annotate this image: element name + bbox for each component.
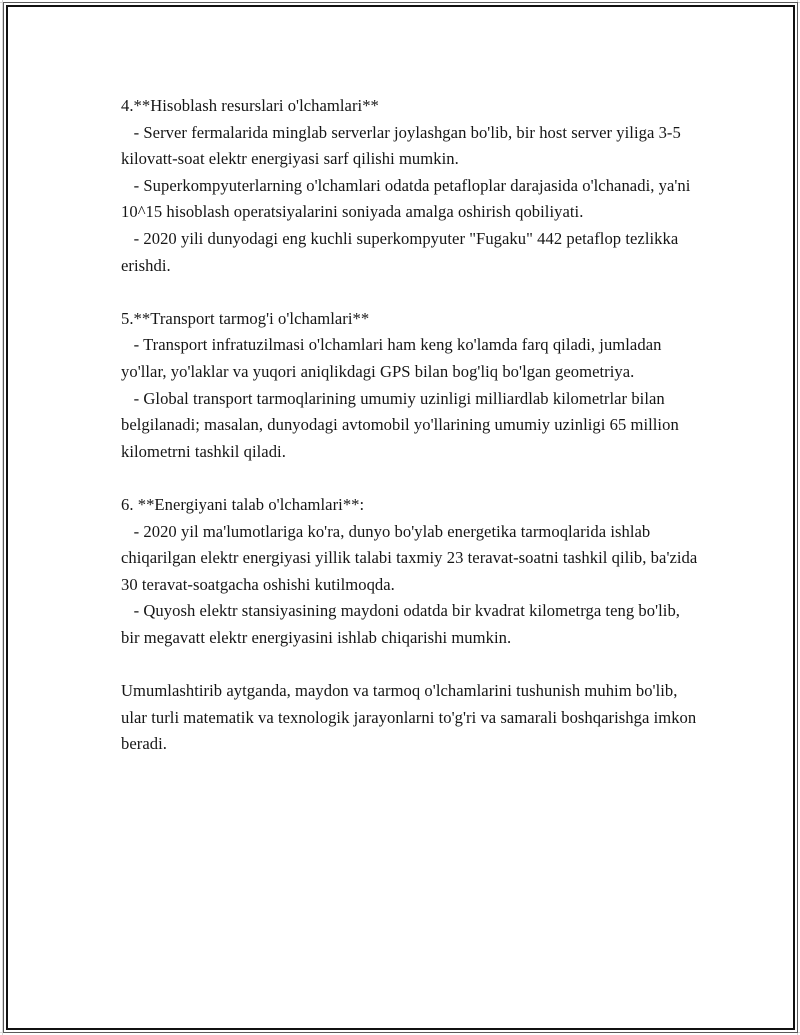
- section-paragraph: - Quyosh elektr stansiyasining maydoni odatda bir kvadrat kilometrga teng bo'lib, bir megavatt elektr energiyasini ishlab chiqarishi mumkin.: [121, 601, 685, 647]
- section-paragraph: - 2020 yili dunyodagi eng kuchli superkompyuter "Fugaku" 442 petaflop tezlikka erishdi.: [121, 228, 683, 275]
- section-heading: 4.**Hisoblash resurslari o'lchamlari**: [121, 96, 379, 115]
- section-paragraph: - Server fermalarida minglab serverlar joylashgan bo'lib, bir host server yiliga 3-5 kilovatt-soat elektr energiyasi sarf qilishi mumkin.: [121, 122, 686, 169]
- page-edge-rule-top: [0, 2, 800, 3]
- section-heading: 5.**Transport tarmog'i o'lchamlari**: [121, 308, 370, 328]
- page-edge-rule-right: [797, 0, 798, 1035]
- conclusion-paragraph: Umumlashtirib aytganda, maydon va tarmoq o'lchamlarini tushunish muhim bo'lib, ular turli matematik va texnologik jarayonlarni to'g'ri va samarali boshqarishga imkon beradi.: [121, 681, 701, 754]
- document-section: [121, 93, 699, 279]
- document-text-body: [121, 93, 702, 758]
- section-paragraph: - Transport infratuzilmasi o'lchamlari ham keng ko'lamda farq qiladi, jumladan yo'llar, yo'laklar va yuqori aniqlikdagi GPS bilan bog'liq bo'lgan geometriya.: [121, 335, 666, 381]
- page-edge-rule-left: [2, 0, 3, 1035]
- section-heading: 6. **Energiyani talab o'lchamlari**:: [121, 494, 365, 514]
- section-spacer: [121, 651, 699, 678]
- section-paragraph: - 2020 yil ma'lumotlariga ko'ra, dunyo bo'ylab energetika tarmoqlarida ishlab chiqarilgan elektr energiyasi yillik talabi taxmiy 23 teravat-soatni tashkil qilib, ba'zida 30 teravat-soatgacha oshishi kutilmoqda.: [121, 521, 702, 594]
- section-spacer: [121, 279, 699, 306]
- page-border-frame: [6, 5, 795, 1030]
- document-section: [121, 492, 702, 652]
- section-spacer: [121, 465, 699, 492]
- page-edge-rule-bottom: [0, 1032, 800, 1033]
- section-paragraph: - Global transport tarmoqlarining umumiy uzinligi milliardlab kilometrlar bilan belgilanadi; masalan, dunyodagi avtomobil yo'llarining umumiy uzinligi 65 million kilometrni tashkil qiladi.: [121, 388, 683, 461]
- document-section: [121, 306, 699, 466]
- document-conclusion: [121, 678, 699, 758]
- section-paragraph: - Superkompyuterlarning o'lchamlari odatda petafloplar darajasida o'lchanadi, ya'ni 10^15 hisoblash operatsiyalarini soniyada amalga oshirish qobiliyati.: [121, 175, 695, 222]
